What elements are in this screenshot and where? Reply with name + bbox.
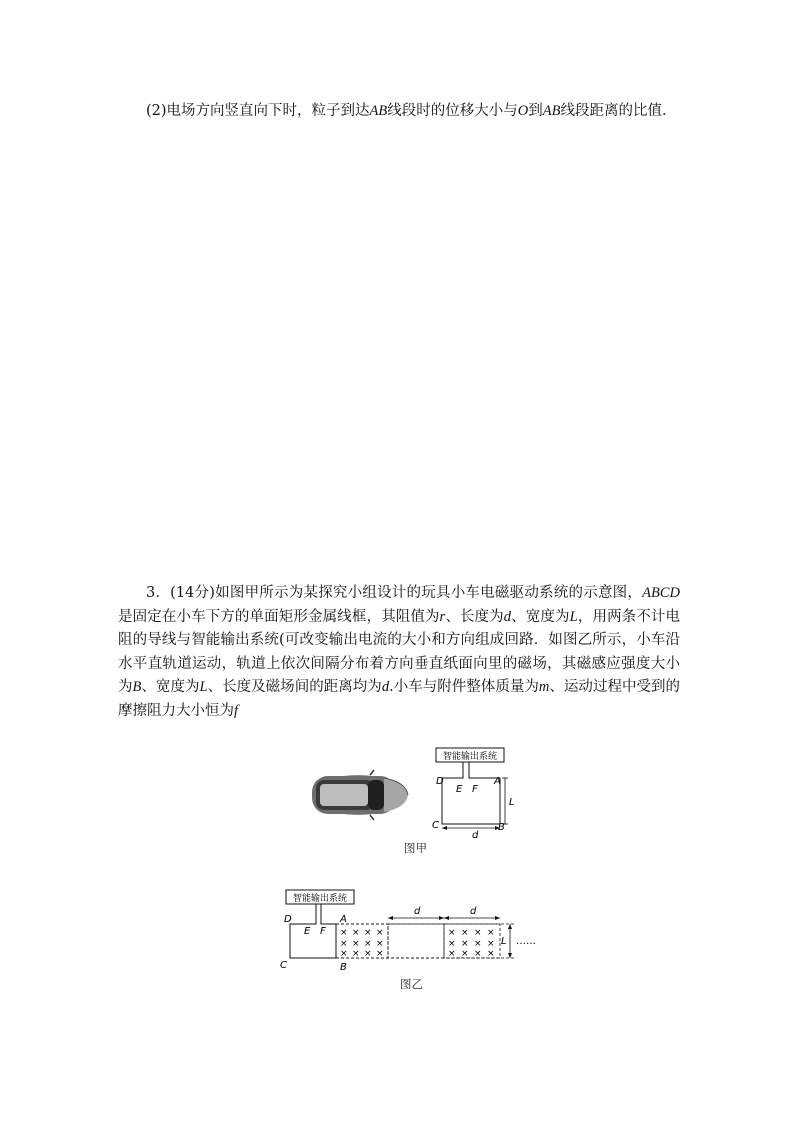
field-cross: × (487, 928, 495, 938)
q3-text: 、长度及磁场间的距离均为 (207, 679, 382, 696)
q3-var: r (439, 608, 446, 625)
label-e-point: E (456, 784, 463, 795)
q3-var: L (199, 679, 208, 696)
question-number: 3．(14分) (146, 585, 215, 601)
q2-segment-ab: AB (542, 103, 561, 119)
q3-text: 是固定在小车下方的单面矩形金属线框，其阻值为 (118, 608, 440, 625)
q3-var: d (381, 679, 390, 696)
field-2-crosses (448, 928, 495, 959)
q2-text: (2)电场方向竖直向下时，粒子到达 (146, 103, 370, 119)
label-d-gap: d (414, 906, 421, 917)
field-cross: × (364, 939, 372, 949)
field-cross: × (364, 928, 372, 938)
label-d-point: D (284, 914, 292, 925)
q2-text: 线段距离的比值． (560, 103, 677, 119)
gap-region (388, 924, 444, 958)
figure-jia-caption: 图甲 (404, 841, 427, 855)
field-cross: × (376, 939, 384, 949)
label-l: L (501, 936, 507, 947)
q3-text: 、宽度为 (511, 608, 570, 625)
field-cross: × (461, 939, 469, 949)
field-1-crosses (340, 928, 384, 959)
field-cross: × (340, 928, 348, 938)
label-d-length: d (472, 830, 479, 840)
field-cross: × (352, 939, 360, 949)
q3-var: B (132, 679, 142, 696)
q3-text: .小车与附件整体质量为 (389, 679, 539, 696)
figure-yi (278, 886, 550, 972)
field-cross: × (352, 949, 360, 959)
field-cross: × (487, 949, 495, 959)
question-3-text (118, 582, 680, 724)
field-cross: × (352, 928, 360, 938)
label-a-point: A (494, 776, 501, 787)
field-cross: × (364, 949, 372, 959)
q2-text: 到 (528, 103, 543, 119)
field-cross: × (474, 928, 482, 938)
continuation-ellipsis: …… (516, 936, 536, 947)
q2-text: 线段时的位移大小与 (387, 103, 518, 119)
smart-output-system-label: 智能输出系统 (292, 894, 348, 904)
q3-text: 如图甲所示为某探究小组设计的玩具小车电磁驱动系统的示意图， (214, 585, 643, 601)
field-cross: × (448, 949, 456, 959)
q3-text: 、宽度为 (141, 679, 200, 696)
q3-text: ，用两条不计电阻的导线与智能输出系统(可改变输出电流的大小和方向组成回路．如图乙所示，小车沿水平直轨道运动，轨道上依次间隔分布着方向垂直纸面向里的磁场，其磁感应强度大小为 (118, 608, 681, 696)
field-cross: × (448, 928, 456, 938)
label-a-point: A (340, 914, 347, 925)
toy-car-image (312, 770, 408, 820)
q3-var: d (503, 608, 512, 625)
field-cross: × (376, 949, 384, 959)
q3-text: 、运动过程中受到的摩擦阻力大小恒为 (118, 679, 681, 719)
field-cross: × (448, 939, 456, 949)
field-cross: × (340, 949, 348, 959)
q3-text: 、长度为 (445, 608, 504, 625)
figure-jia (300, 740, 530, 840)
q3-var: f (234, 702, 239, 719)
label-c-point: C (280, 960, 287, 971)
field-cross: × (487, 939, 495, 949)
label-l: L (509, 797, 515, 808)
label-f-point: F (472, 784, 478, 795)
q3-var: ABCD (642, 585, 680, 601)
q3-var: L (569, 608, 578, 625)
frame-abcd (290, 904, 336, 958)
label-d-field: d (470, 906, 477, 917)
label-e-point: E (304, 926, 311, 937)
q3-paragraph (118, 582, 680, 724)
label-c-point: C (432, 820, 439, 831)
question-2-text (146, 100, 706, 122)
field-cross: × (461, 928, 469, 938)
frame-abcd (442, 762, 500, 824)
field-cross: × (376, 928, 384, 938)
q2-segment-ab: AB (369, 103, 388, 119)
smart-output-system-label: 智能输出系统 (442, 752, 498, 762)
q3-var: m (538, 679, 550, 696)
q2-point-o: O (517, 103, 529, 119)
field-cross: × (461, 949, 469, 959)
figure-yi-caption: 图乙 (400, 977, 423, 991)
field-cross: × (340, 939, 348, 949)
field-cross: × (474, 949, 482, 959)
label-f-point: F (320, 926, 326, 937)
label-b-point: B (340, 962, 347, 972)
field-cross: × (474, 939, 482, 949)
label-b-point: B (498, 822, 505, 833)
label-d-point: D (436, 776, 444, 787)
